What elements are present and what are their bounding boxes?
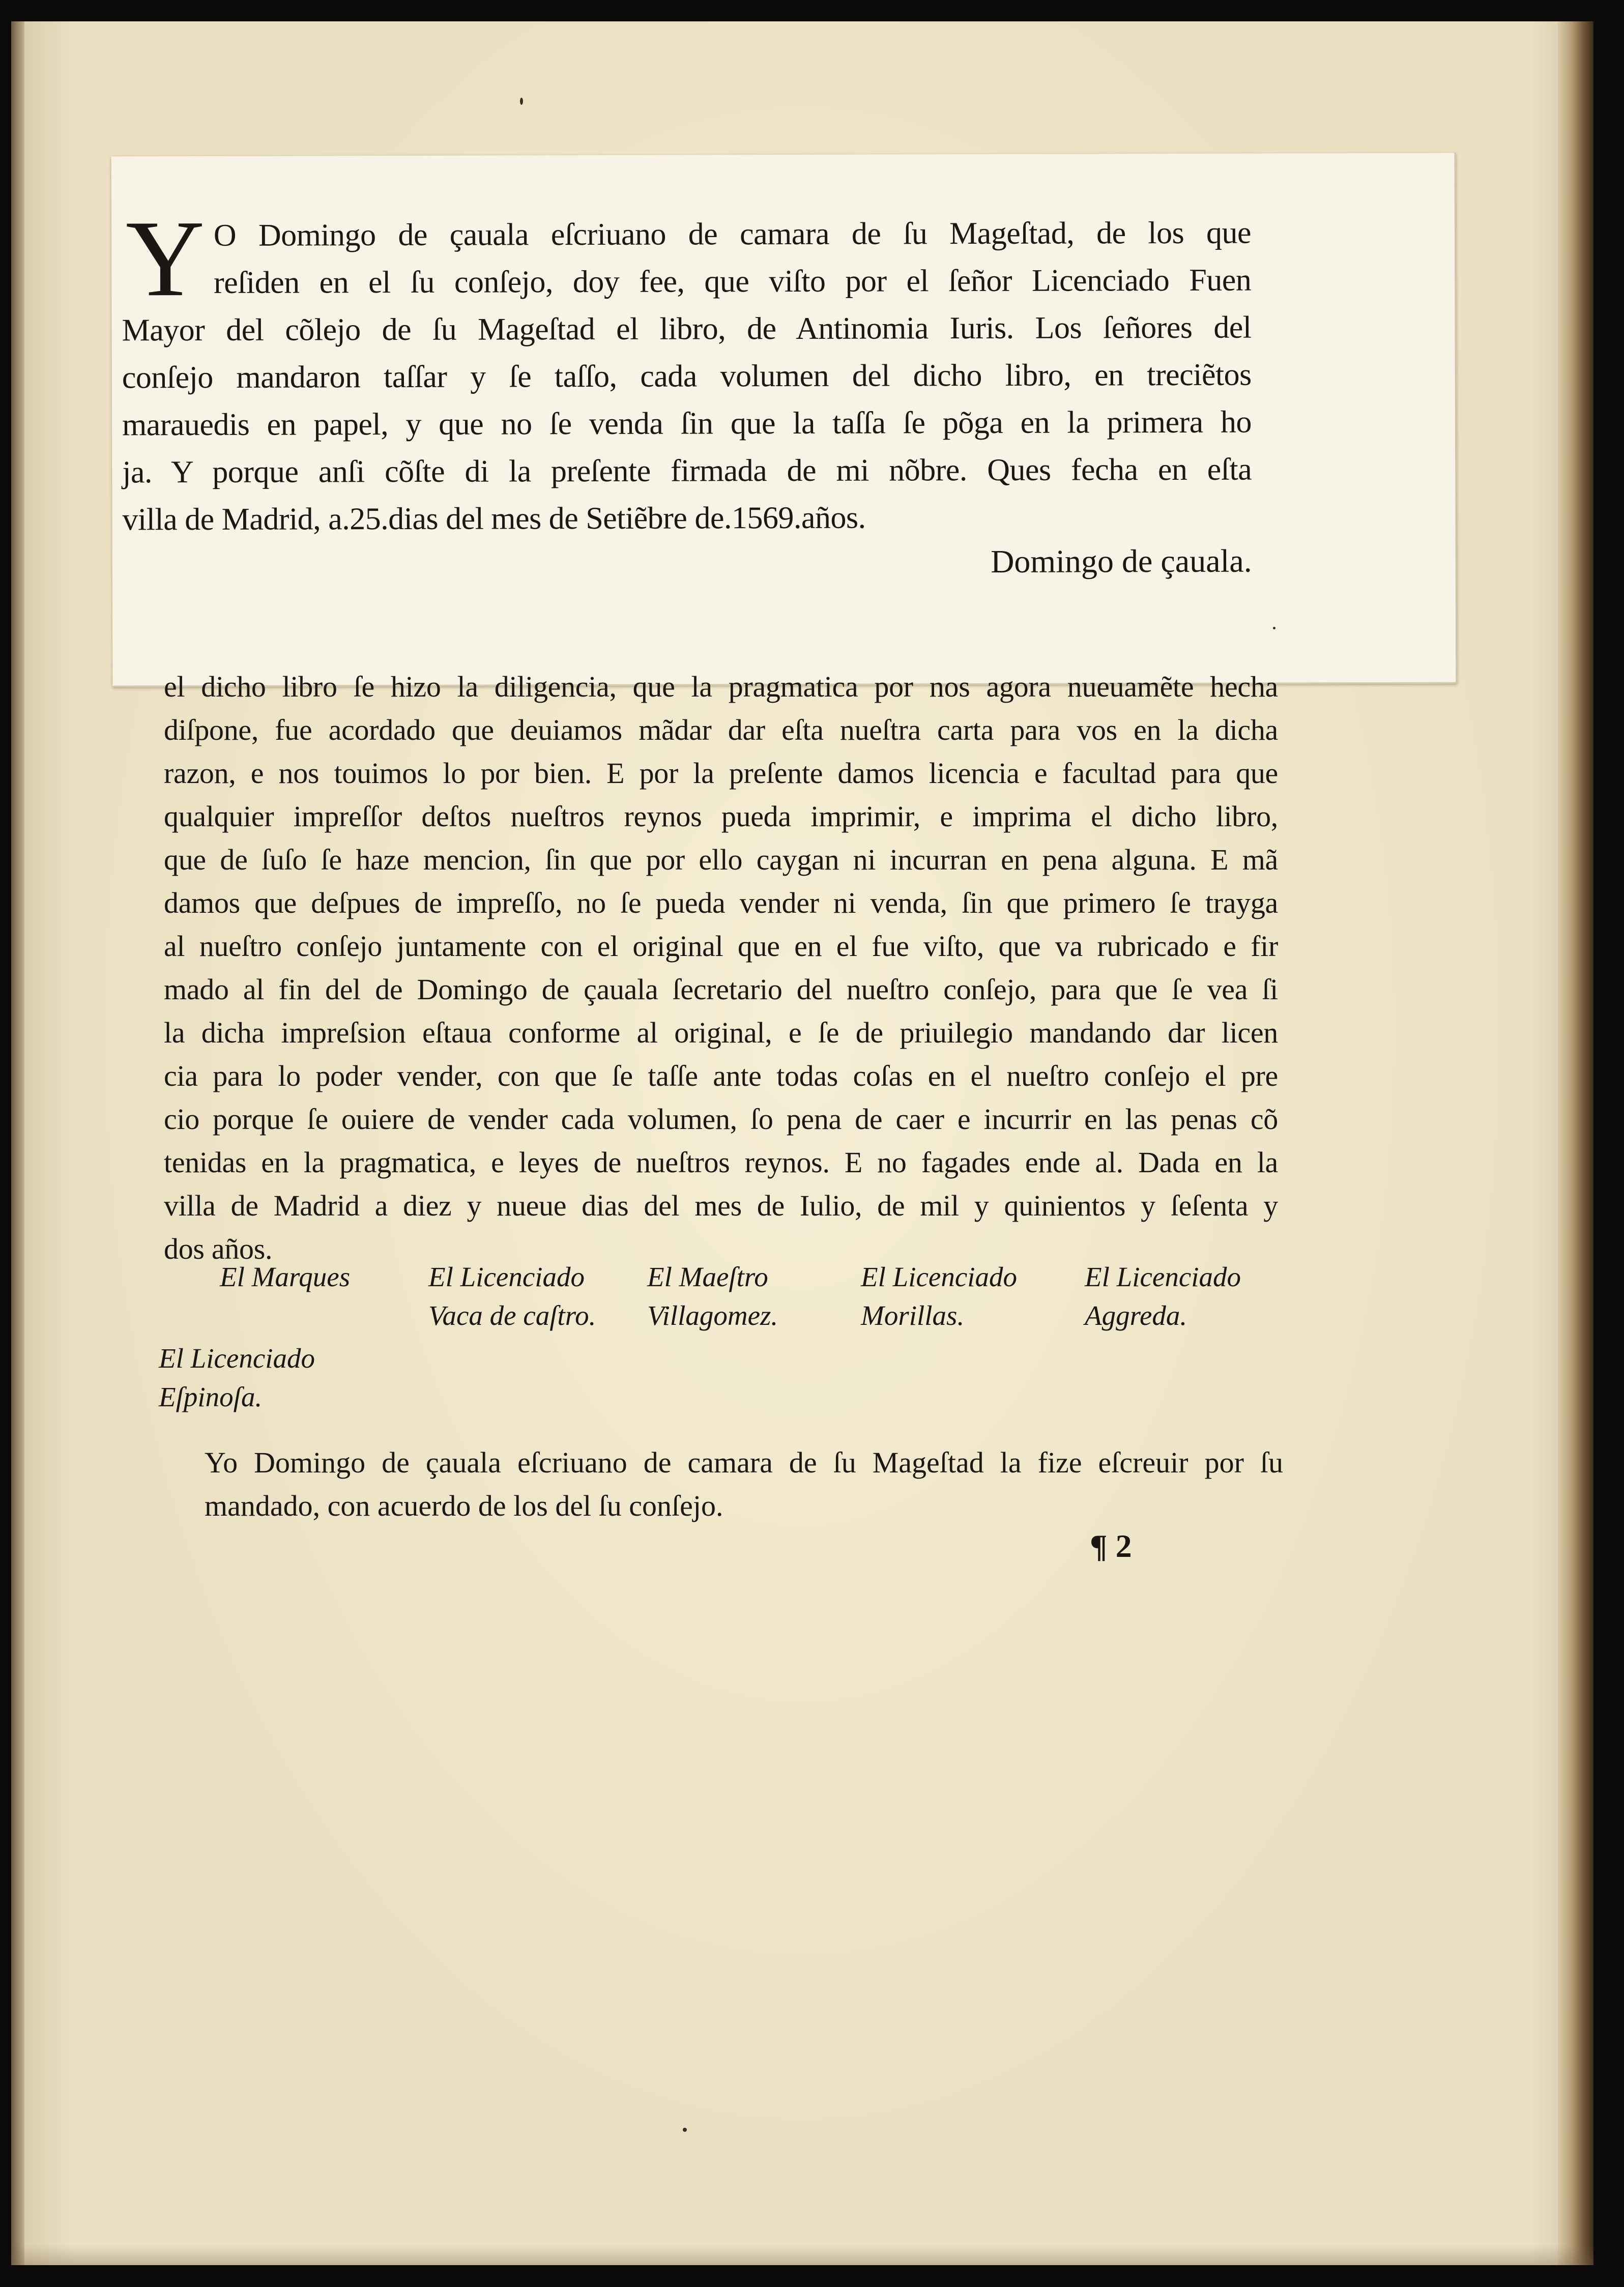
license-line: cia para lo poder vender, con que ſe taſſe ante todas coſas en el nueſtro conſejo el pre	[164, 1059, 1278, 1092]
page-left-edge	[11, 21, 24, 2265]
license-line: la dicha impreſsion eſtaua conforme al original, e ſe de priuilegio mandando dar licen	[164, 1016, 1278, 1049]
signature-block	[220, 1258, 350, 1296]
page-right-edge	[1558, 21, 1593, 2265]
tasa-line: ja. Y porque anſi cõſte di la preſente firmada de mi nõbre. Ques fecha en eſta	[122, 452, 1252, 490]
page-bottom-edge	[11, 2245, 1593, 2265]
signature-block	[428, 1258, 596, 1335]
signature-name: Eſpinoſa.	[159, 1381, 263, 1412]
scribe-closing	[205, 1441, 1283, 1527]
signature-title: El Licenciado	[159, 1343, 315, 1374]
tasa-line: reſiden en el ſu conſejo, doy fee, que viſto por el ſeñor Licenciado Fuen	[213, 263, 1252, 300]
tasa-signature: Domingo de çauala.	[991, 542, 1252, 580]
signature-title: El Licenciado	[1085, 1261, 1241, 1292]
license-line: al nueſtro conſejo juntamente con el original que en el fue viſto, que va rubricado e fir	[164, 930, 1278, 963]
signature-title: El Marques	[220, 1261, 351, 1292]
tasa-line: Mayor del cõlejo de ſu Mageſtad el libro, de Antinomia Iuris. Los ſeñores del	[122, 310, 1252, 348]
license-line: villa de Madrid a diez y nueue dias del mes de Iulio, de mil y quinientos y ſeſenta y	[164, 1189, 1278, 1222]
gathering-signature-mark: ¶ 2	[1090, 1528, 1132, 1564]
license-line: cio porque ſe ouiere de vender cada volumen, ſo pena de caer e incurrir en las penas cõ	[164, 1103, 1278, 1136]
license-line: mado al fin del de Domingo de çauala ſecretario del nueſtro conſejo, para que ſe vea ſi	[164, 973, 1278, 1006]
signature-block	[647, 1258, 778, 1335]
license-text	[164, 665, 1278, 1270]
signature-name: Aggreda.	[1085, 1300, 1187, 1331]
license-line: qualquier impreſſor deſtos nueſtros reynos pueda imprimir, e imprima el dicho libro,	[164, 800, 1278, 833]
paper-speck	[1273, 627, 1275, 629]
tasa-line: conſejo mandaron taſſar y ſe taſſo, cada volumen del dicho libro, en treciẽtos	[122, 357, 1252, 395]
council-signatures	[159, 1258, 1329, 1426]
closing-line: mandado, con acuerdo de los del ſu conſejo.	[205, 1489, 723, 1522]
pasted-tasa-slip	[111, 153, 1458, 687]
license-line: tenidas en la pragmatica, e leyes de nueſtros reynos. E no fagades ende al. Dada en la	[164, 1146, 1278, 1179]
license-line: damos que deſpues de impreſſo, no ſe pueda vender ni venda, ſin que primero ſe trayga	[164, 886, 1278, 919]
closing-line: Yo Domingo de çauala eſcriuano de camara de ſu Mageſtad la fize eſcreuir por ſu	[205, 1446, 1283, 1479]
signature-block	[1085, 1258, 1241, 1335]
license-line: diſpone, fue acordado que deuiamos mãdar dar eſta nueſtra carta para vos en la dicha	[164, 713, 1278, 746]
tasa-line: marauedis en papel, y que no ſe venda ſin que la taſſa ſe põga en la primera ho	[122, 404, 1252, 443]
tasa-text	[122, 197, 1252, 544]
signature-title: El Maeſtro	[647, 1261, 768, 1292]
signature-name: Vaca de caſtro.	[428, 1300, 596, 1331]
license-line: el dicho libro ſe hizo la diligencia, que la pragmatica por nos agora nueuamẽte hecha	[164, 670, 1278, 703]
tasa-line: O Domingo de çauala eſcriuano de camara de ſu Mageſtad, de los que	[213, 215, 1252, 253]
signature-block	[159, 1339, 315, 1416]
license-line: razon, e nos touimos lo por bien. E por la preſente damos licencia e facultad para que	[164, 757, 1278, 790]
signature-title: El Licenciado	[428, 1261, 585, 1292]
paper-speck	[683, 2128, 687, 2132]
signature-block	[861, 1258, 1017, 1335]
paper-speck	[520, 98, 523, 105]
license-line: que de ſuſo ſe haze mencion, ſin que por ello caygan ni incurran en pena alguna. E mã	[164, 843, 1278, 876]
book-page	[11, 21, 1593, 2265]
signature-name: Morillas.	[861, 1300, 965, 1331]
license-line: dos años.	[164, 1232, 273, 1265]
signature-title: El Licenciado	[861, 1261, 1018, 1292]
signature-name: Villagomez.	[647, 1300, 778, 1331]
tasa-line: villa de Madrid, a.25.dias del mes de Setiẽbre de.1569.años.	[122, 500, 866, 537]
dropcap-letter: Y	[125, 197, 205, 320]
